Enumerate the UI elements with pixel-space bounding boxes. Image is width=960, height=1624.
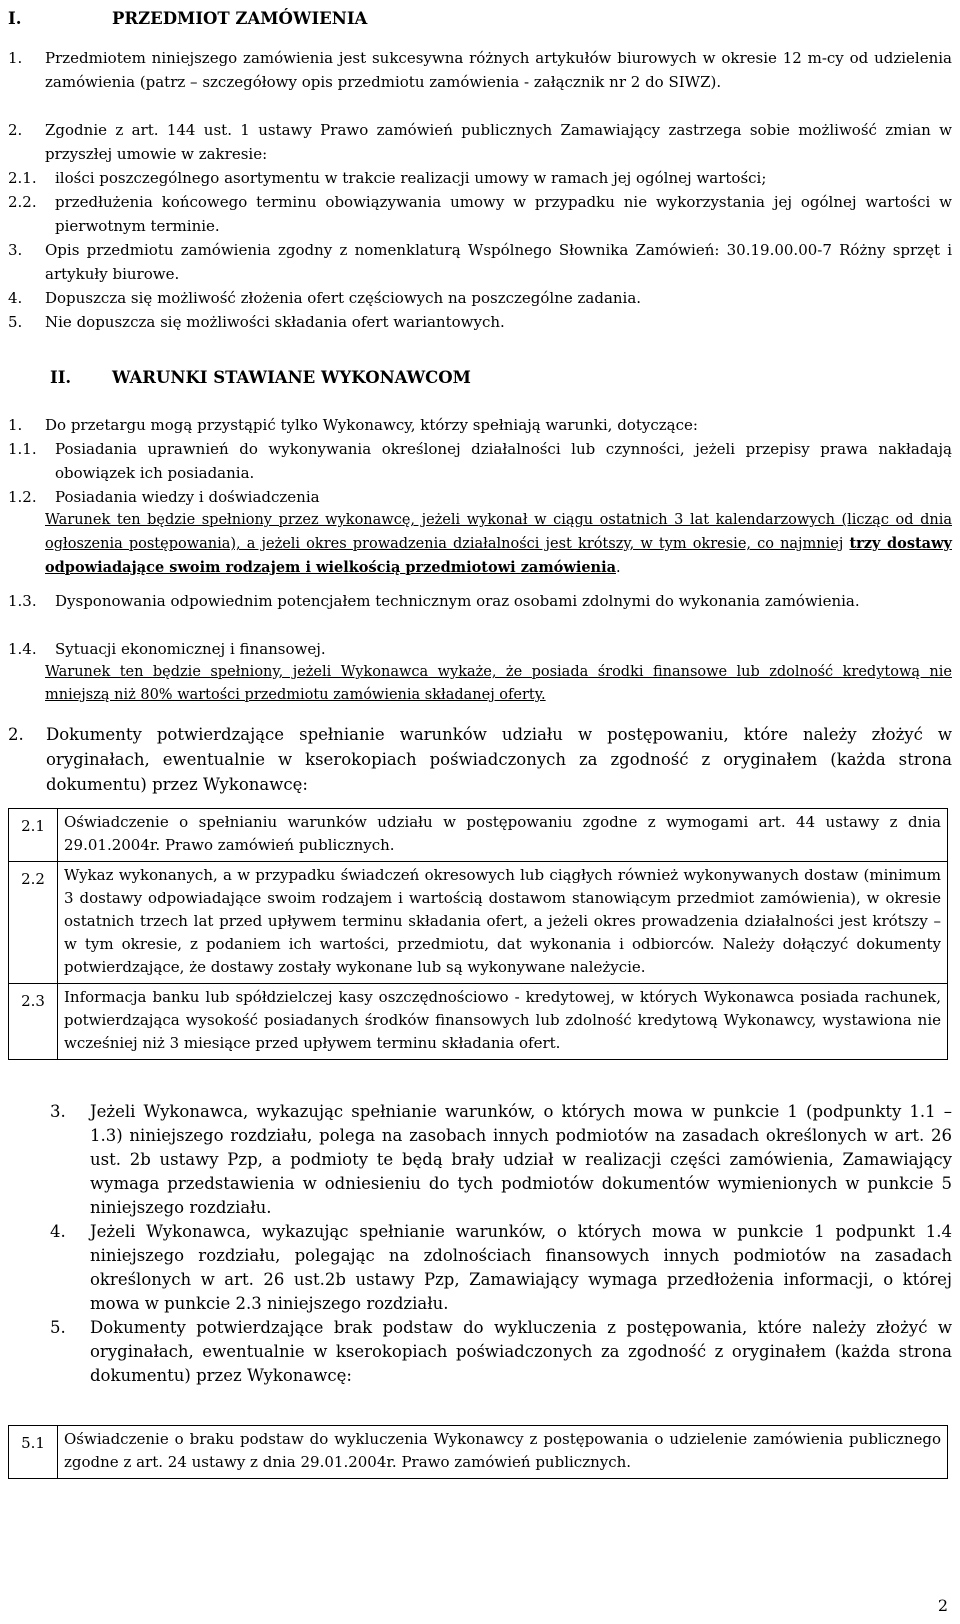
s2-paragraph-1-1 <box>8 437 952 485</box>
section-1-heading <box>8 6 952 32</box>
s1-p1-text: Przedmiotem niniejszego zamówienia jest sukcesywna różnych artykułów biurowych w okresie 12 m-cy od udzielenia zamówienia (patrz – szczegółowy opis przedmiotu zamówienia - załącznik nr 2 do SIWZ). <box>45 49 952 91</box>
section-1 <box>8 6 952 32</box>
s2-p12-note-end: . <box>616 560 621 576</box>
s1-p4-number: 4. <box>8 289 23 307</box>
s2-p1-number: 1. <box>8 416 23 434</box>
s1-paragraph-2 <box>8 118 952 166</box>
s1-p22-number: 2.2. <box>8 193 37 211</box>
s2-p14-text: Sytuacji ekonomicznej i finansowej. <box>55 640 326 658</box>
s2-p13-number: 1.3. <box>8 592 37 610</box>
s2-p11-text: Posiadania uprawnień do wykonywania określonej działalności lub czynności, jeżeli przepisy prawa nakładają obowiązek ich posiadania. <box>55 440 952 482</box>
s2-p5-text: Dokumenty potwierdzające brak podstaw do wykluczenia z postępowania, które należy złożyć w oryginałach, ewentualnie w kserokopiach poświadczonych za zgodność z oryginałem (każda strona dokumentu) przez Wykonawcę: <box>90 1318 952 1385</box>
s2-p14-note-text: Warunek ten będzie spełniony, jeżeli Wykonawca wykaże, że posiada środki finansowe lub zdolność kredytową nie mniejszą niż 80% wartości przedmiotu zamówienia składanej oferty. <box>45 664 952 703</box>
page-number: 2 <box>937 1596 948 1615</box>
row-text: Wykaz wykonanych, a w przypadku świadczeń okresowych lub ciągłych również wykonywanych dostaw (minimum 3 dostawy odpowiadające swoim rodzajem i wartością dostawom stanowiącym przedmiot zamówienia), w okresie ostatnich trzech lat przed upływem terminu składania ofert, a jeżeli okres prowadzenia działalności jest krótszy – w tym okresie, z podaniem ich wartości, przedmiotu, dat wykonania i odbiorców. Należy dołączyć dokumenty potwierdzające, że dostawy zostały wykonane lub są wykonywane należycie. <box>58 862 948 984</box>
s2-paragraph-3 <box>50 1100 952 1220</box>
s1-p2-text: Zgodnie z art. 144 ust. 1 ustawy Prawo zamówień publicznych Zamawiający zastrzega sobie możliwość zmian w przyszłej umowie w zakresie: <box>45 121 952 163</box>
section-1-title: PRZEDMIOT ZAMÓWIENIA <box>112 9 368 28</box>
table-row <box>9 1426 948 1479</box>
s2-p12-number: 1.2. <box>8 488 37 506</box>
s2-paragraph-1-4 <box>8 637 952 661</box>
s2-paragraph-1 <box>8 413 952 437</box>
section-2-number: II. <box>50 368 72 387</box>
s2-p11-number: 1.1. <box>8 440 37 458</box>
s1-paragraph-1 <box>8 46 952 94</box>
documents-table <box>8 808 948 1060</box>
table-row <box>9 862 948 984</box>
s2-p1-text: Do przetargu mogą przystąpić tylko Wykonawcy, którzy spełniają warunki, dotyczące: <box>45 416 698 434</box>
s2-p5-number: 5. <box>50 1318 66 1337</box>
s2-p4-text: Jeżeli Wykonawca, wykazując spełnianie warunków, o których mowa w punkcie 1 podpunkt 1.4 niniejszego rozdziału, polegając na zdolnościach finansowych innych podmiotów na zasadach określonych w art. 26 ust.2b ustawy Pzp, Zamawiający wymaga przedłożenia informacji, o której mowa w punkcie 2.3 niniejszego rozdziału. <box>90 1222 952 1313</box>
s2-p13-text: Dysponowania odpowiednim potencjałem technicznym oraz osobami zdolnymi do wykonania zamówienia. <box>55 592 860 610</box>
s1-p3-number: 3. <box>8 241 23 259</box>
s1-p1-number: 1. <box>8 49 23 67</box>
s1-paragraph-2-2 <box>8 190 952 238</box>
section-2 <box>50 365 471 391</box>
section-1-number: I. <box>8 9 22 28</box>
s2-p12-note <box>45 509 952 580</box>
s1-paragraph-2-1 <box>8 166 952 190</box>
s2-paragraph-1-2 <box>8 485 952 509</box>
s1-paragraph-3 <box>8 238 952 286</box>
row-text: Oświadczenie o braku podstaw do wykluczenia Wykonawcy z postępowania o udzielenie zamówienia publicznego zgodne z art. 24 ustawy z dnia 29.01.2004r. Prawo zamówień publicznych. <box>58 1426 948 1479</box>
row-number: 2.1 <box>9 809 58 862</box>
row-number: 2.3 <box>9 984 58 1060</box>
table-row <box>9 809 948 862</box>
s2-p12-text: Posiadania wiedzy i doświadczenia <box>55 488 320 506</box>
s1-p3-text: Opis przedmiotu zamówienia zgodny z nomenklaturą Wspólnego Słownika Zamówień: 30.19.00.00-7 Różny sprzęt i artykuły biurowe. <box>45 241 952 283</box>
s1-p4-text: Dopuszcza się możliwość złożenia ofert częściowych na poszczególne zadania. <box>45 289 642 307</box>
s2-paragraph-5 <box>50 1316 952 1388</box>
section-2-heading <box>50 365 471 391</box>
s2-p14-number: 1.4. <box>8 640 37 658</box>
row-text: Informacja banku lub spółdzielczej kasy oszczędnościowo - kredytowej, w których Wykonawca posiada rachunek, potwierdzająca wysokość posiadanych środków finansowych lub zdolność kredytową Wykonawcy, wystawiona nie wcześniej niż 3 miesiące przed upływem terminu składania ofert. <box>58 984 948 1060</box>
row-number: 2.2 <box>9 862 58 984</box>
exclusion-documents-table <box>8 1425 948 1479</box>
s1-p22-text: przedłużenia końcowego terminu obowiązywania umowy w przypadku nie wykorzystania jej ogólnej wartości w pierwotnym terminie. <box>55 193 952 235</box>
s2-p2-text: Dokumenty potwierdzające spełnianie warunków udziału w postępowaniu, które należy złożyć w oryginałach, ewentualnie w kserokopiach poświadczonych za zgodność z oryginałem (każda strona dokumentu) przez Wykonawcę: <box>46 725 952 794</box>
s2-paragraph-1-3 <box>8 589 952 613</box>
table-row <box>9 984 948 1060</box>
s2-paragraph-2 <box>8 722 952 797</box>
s1-p5-text: Nie dopuszcza się możliwości składania ofert wariantowych. <box>45 313 505 331</box>
s2-p12-note-text: Warunek ten będzie spełniony przez wykonawcę, jeżeli wykonał w ciągu ostatnich 3 lat kalendarzowych (licząc od dnia ogłoszenia postępowania), a jeżeli okres prowadzenia działalności jest krótszy, w tym okresie, co najmniej <box>45 512 952 552</box>
s2-p3-text: Jeżeli Wykonawca, wykazując spełnianie warunków, o których mowa w punkcie 1 (podpunkty 1.1 – 1.3) niniejszego rozdziału, polega na zasobach innych podmiotów na zasadach określonych w art. 26 ust. 2b ustawy Pzp, a podmioty te będą brały udział w realizacji części zamówienia, Zamawiający wymaga przedstawienia w odniesieniu do tych podmiotów dokumentów wymienionych w punkcie 5 niniejszego rozdziału. <box>90 1102 952 1217</box>
s2-p12-note-bold: trzy dostawy odpowiadające swoim rodzajem i wielkością przedmiotowi zamówienia <box>45 535 952 576</box>
row-text: Oświadczenie o spełnianiu warunków udziału w postępowaniu zgodne z wymogami art. 44 ustawy z dnia 29.01.2004r. Prawo zamówień publicznych. <box>58 809 948 862</box>
s2-p4-number: 4. <box>50 1222 66 1241</box>
section-2-title: WARUNKI STAWIANE WYKONAWCOM <box>112 368 471 387</box>
s2-p14-note <box>45 661 952 707</box>
s1-p5-number: 5. <box>8 313 23 331</box>
s1-paragraph-5 <box>8 310 952 334</box>
s2-p3-number: 3. <box>50 1102 66 1121</box>
s1-p21-number: 2.1. <box>8 169 37 187</box>
s2-p2-number: 2. <box>8 725 24 744</box>
s1-p2-number: 2. <box>8 121 23 139</box>
s1-paragraph-4 <box>8 286 952 310</box>
s1-p21-text: ilości poszczególnego asortymentu w trakcie realizacji umowy w ramach jej ogólnej wartości; <box>55 169 767 187</box>
s2-paragraph-4 <box>50 1220 952 1316</box>
row-number: 5.1 <box>9 1426 58 1479</box>
